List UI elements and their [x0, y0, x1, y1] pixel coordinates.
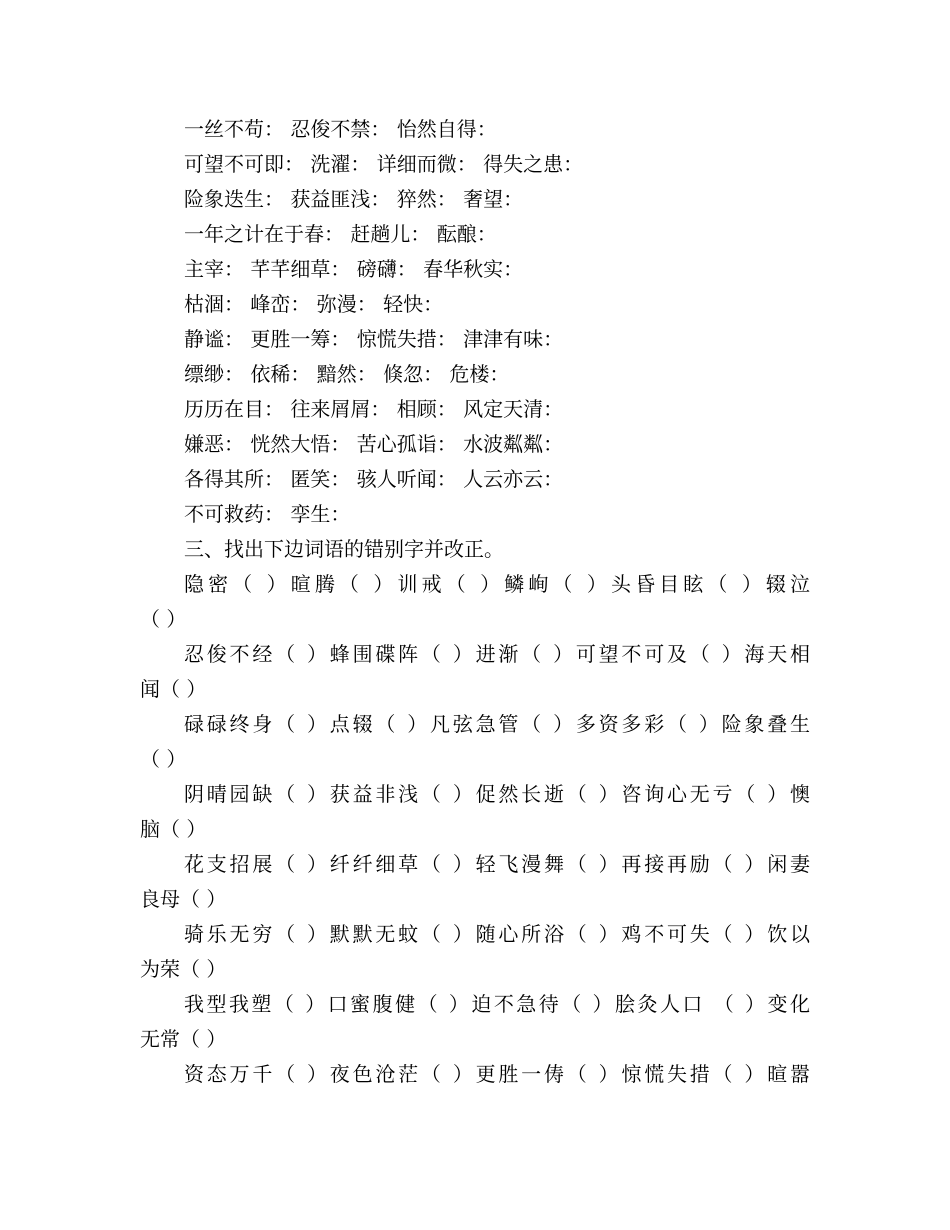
vocab-line-6: 枯涸： 峰峦： 弥漫： 轻快： [184, 292, 444, 316]
section-title: 三、找出下边词语的错别字并改正。 [184, 537, 504, 561]
exercise-line-8: 资态万千（ ）夜色沧茫（ ）更胜一俦（ ）惊慌失措（ ）暄嚣 [184, 1062, 810, 1086]
exercise-line-1: 隐密（ ）暄腾（ ）训戒（ ）鳞峋（ ）头昏目眩（ ）辍泣 [184, 572, 810, 596]
exercise-line-2: 忍俊不经（ ）蜂围碟阵（ ）进渐（ ）可望不可及（ ）海天相 [184, 642, 810, 666]
vocab-line-11: 各得其所： 匿笑： 骇人听闻： 人云亦云： [184, 467, 564, 491]
exercise-line-4: 阴晴园缺（ ）获益非浅（ ）促然长逝（ ）咨询心无亏（ ）懊 [184, 782, 810, 806]
vocab-line-1: 一丝不苟： 忍俊不禁： 怡然自得： [184, 117, 497, 141]
exercise-cont-6: 为荣（ ） [140, 957, 227, 981]
exercise-cont-2: 闻（ ） [140, 677, 207, 701]
exercise-cont-1: （ ） [140, 607, 187, 631]
exercise-cont-3: （ ） [140, 747, 187, 771]
vocab-line-7: 静谧： 更胜一筹： 惊慌失措： 津津有味： [184, 327, 564, 351]
exercise-line-3: 碌碌终身（ ）点辍（ ）凡弦急管（ ）多资多彩（ ）险象叠生 [184, 712, 810, 736]
exercise-cont-5: 良母（ ） [140, 887, 227, 911]
exercise-line-5: 花支招展（ ）纤纤细草（ ）轻飞漫舞（ ）再接再励（ ）闲妻 [184, 852, 810, 876]
vocab-line-2: 可望不可即： 洗濯： 详细而微： 得失之患： [184, 152, 584, 176]
vocab-line-10: 嫌恶： 恍然大悟： 苦心孤诣： 水波粼粼： [184, 432, 564, 456]
vocab-line-12: 不可救药： 孪生： [184, 502, 351, 526]
vocab-line-9: 历历在目： 往来屑屑： 相顾： 风定天清： [184, 397, 564, 421]
exercise-line-6: 骑乐无穷（ ）默默无蚊（ ）随心所浴（ ）鸡不可失（ ）饮以 [184, 922, 810, 946]
vocab-line-3: 险象迭生： 获益匪浅： 猝然： 奢望： [184, 187, 524, 211]
document-body [140, 112, 810, 1092]
vocab-line-4: 一年之计在于春： 赶趟儿： 酝酿： [184, 222, 497, 246]
exercise-cont-7: 无常（ ） [140, 1027, 227, 1051]
exercise-cont-4: 脑（ ） [140, 817, 207, 841]
vocab-line-8: 缥缈： 依稀： 黯然： 倏忽： 危楼： [184, 362, 510, 386]
vocab-line-5: 主宰： 芊芊细草： 磅礴： 春华秋实： [184, 257, 524, 281]
exercise-line-7: 我型我塑（ ）口蜜腹健（ ）迫不急待（ ）脍灸人口 （ ）变化 [184, 992, 810, 1016]
